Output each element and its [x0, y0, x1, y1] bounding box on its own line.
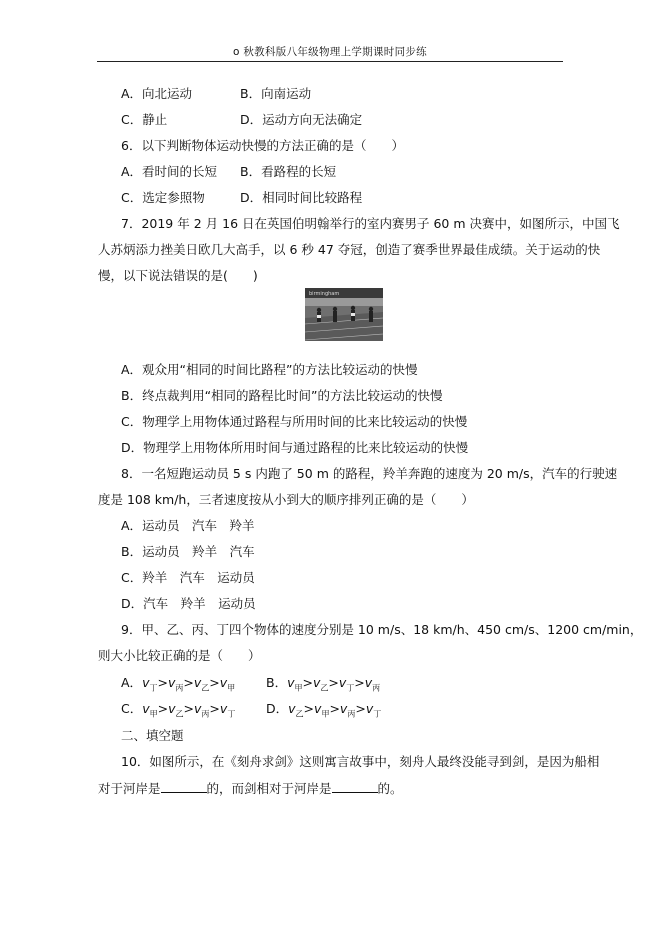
velocity-symbol: v: [314, 701, 322, 716]
q10-text-c: 的。: [377, 781, 403, 796]
greater-than-sign: >: [303, 701, 315, 716]
velocity-subscript: 甲: [294, 683, 303, 693]
q10-line1: 10．如图所示，在《刻舟求剑》这则寓言故事中，刻舟人最终没能寻到剑，是因为船相: [121, 754, 600, 769]
velocity-subscript: 丙: [347, 709, 356, 719]
velocity-subscript: 丁: [227, 709, 236, 719]
q7-stem-line1: 7．2019 年 2 月 16 日在英国伯明翰举行的室内赛男子 60 m 决赛中，如图所示，中国飞: [121, 216, 620, 231]
q5-option-row: [121, 112, 363, 128]
greater-than-sign: >: [209, 675, 220, 690]
q7-stem-line2: 人苏炳添力挫美日欧几大高手，以 6 秒 47 夺冠，创造了赛季世界最佳成绩。关于运动的快: [98, 242, 601, 257]
velocity-symbol: v: [219, 675, 228, 690]
greater-than-sign: >: [183, 701, 195, 716]
q10-text-a: 对于河岸是: [98, 781, 161, 796]
greater-than-sign: >: [328, 675, 339, 690]
velocity-symbol: v: [287, 675, 295, 690]
velocity-subscript: 乙: [201, 683, 210, 693]
page-header: o 秋教科版八年级物理上学期课时同步练: [233, 46, 427, 58]
velocity-subscript: 乙: [295, 709, 304, 719]
race-photo: [305, 288, 383, 341]
section-title: 二、填空题: [121, 728, 184, 743]
greater-than-sign: >: [157, 701, 169, 716]
q6-option-d: D．相同时间比较路程: [240, 190, 363, 205]
q10-text-b: 的，而剑相对于河岸是: [206, 781, 332, 796]
q5-option-c: C．静止: [121, 112, 168, 127]
q9-option-row: [121, 675, 381, 697]
photo-banner-text: birmingham: [309, 291, 340, 297]
velocity-subscript: 丙: [372, 683, 381, 693]
q6-option-row: [121, 164, 337, 180]
velocity-subscript: 丙: [175, 683, 184, 693]
q9-option-c: [121, 701, 236, 719]
greater-than-sign: >: [183, 675, 194, 690]
q8-option-d: D．汽车 羚羊 运动员: [121, 596, 256, 611]
q5-option-a: A．向北运动: [121, 86, 193, 101]
answer-blank-1[interactable]: [161, 780, 207, 793]
velocity-symbol: v: [365, 701, 374, 716]
header-divider: [97, 61, 563, 62]
greater-than-sign: >: [302, 675, 313, 690]
q9-option-a: [121, 675, 236, 693]
greater-than-sign: >: [209, 701, 220, 716]
q9-stem-line1: 9．甲、乙、丙、丁四个物体的速度分别是 10 m/s、18 km/h、450 cm/s、1200 cm/min，: [121, 622, 643, 637]
greater-than-sign: >: [354, 675, 365, 690]
q5-option-row: [121, 86, 312, 102]
q9-option-b: [266, 675, 380, 697]
q6-stem: 6．以下判断物体运动快慢的方法正确的是（ ）: [121, 138, 404, 153]
q8-option-b: B．运动员 羚羊 汽车: [121, 544, 255, 559]
velocity-symbol: v: [142, 701, 150, 716]
velocity-subscript: 甲: [149, 709, 158, 719]
answer-blank-2[interactable]: [332, 780, 378, 793]
velocity-subscript: 甲: [321, 709, 330, 719]
velocity-subscript: 乙: [320, 683, 329, 693]
q8-stem-line1: 8．一名短跑运动员 5 s 内跑了 50 m 的路程，羚羊奔跑的速度为 20 m/s，汽车的行驶速: [121, 466, 618, 481]
velocity-subscript: 乙: [175, 709, 184, 719]
q5-option-b: B．向南运动: [240, 86, 312, 101]
velocity-symbol: v: [167, 675, 176, 690]
q8-option-a: A．运动员 汽车 羚羊: [121, 518, 255, 533]
velocity-symbol: v: [168, 701, 176, 716]
q6-option-a: A．看时间的长短: [121, 164, 218, 179]
q9-option-d: [266, 701, 381, 723]
race-photo-image: [305, 288, 383, 341]
q6-option-row: [121, 190, 363, 206]
velocity-subscript: 丁: [346, 683, 355, 693]
q7-option-b: B．终点裁判用“相同的路程比时间”的方法比较运动的快慢: [121, 388, 443, 403]
q6-option-b: B．看路程的长短: [240, 164, 337, 179]
velocity-symbol: v: [288, 701, 296, 716]
q7-option-a: A．观众用“相同的时间比路程”的方法比较运动的快慢: [121, 362, 418, 377]
velocity-subscript: 丁: [373, 709, 382, 719]
velocity-symbol: v: [219, 701, 228, 716]
velocity-subscript: 甲: [227, 683, 236, 693]
q9-option-row: [121, 701, 382, 723]
velocity-symbol: v: [194, 701, 202, 716]
greater-than-sign: >: [355, 701, 366, 716]
q8-option-c: C．羚羊 汽车 运动员: [121, 570, 255, 585]
q10-line2: [98, 780, 403, 797]
q9-option-label: D．: [266, 701, 289, 716]
q9-option-label: C．: [121, 701, 143, 716]
velocity-subscript: 丙: [201, 709, 210, 719]
velocity-subscript: 丁: [149, 683, 158, 693]
velocity-symbol: v: [193, 675, 202, 690]
q9-stem-line2: 则大小比较正确的是（ ）: [98, 648, 261, 663]
q9-option-label: B．: [266, 675, 288, 690]
velocity-symbol: v: [312, 675, 321, 690]
velocity-symbol: v: [364, 675, 373, 690]
greater-than-sign: >: [157, 675, 168, 690]
greater-than-sign: >: [329, 701, 340, 716]
q7-stem-line3: 慢，以下说法错误的是( ): [98, 268, 258, 283]
q7-option-d: D．物理学上用物体所用时间与通过路程的比来比较运动的快慢: [121, 440, 469, 455]
velocity-symbol: v: [338, 675, 347, 690]
velocity-symbol: v: [142, 675, 150, 690]
velocity-symbol: v: [339, 701, 348, 716]
q8-stem-line2: 度是 108 km/h，三者速度按从小到大的顺序排列正确的是（ ）: [98, 492, 474, 507]
q7-option-c: C．物理学上用物体通过路程与所用时间的比来比较运动的快慢: [121, 414, 468, 429]
q9-option-label: A．: [121, 675, 143, 690]
q5-option-d: D．运动方向无法确定: [240, 112, 363, 127]
q6-option-c: C．选定参照物: [121, 190, 205, 205]
